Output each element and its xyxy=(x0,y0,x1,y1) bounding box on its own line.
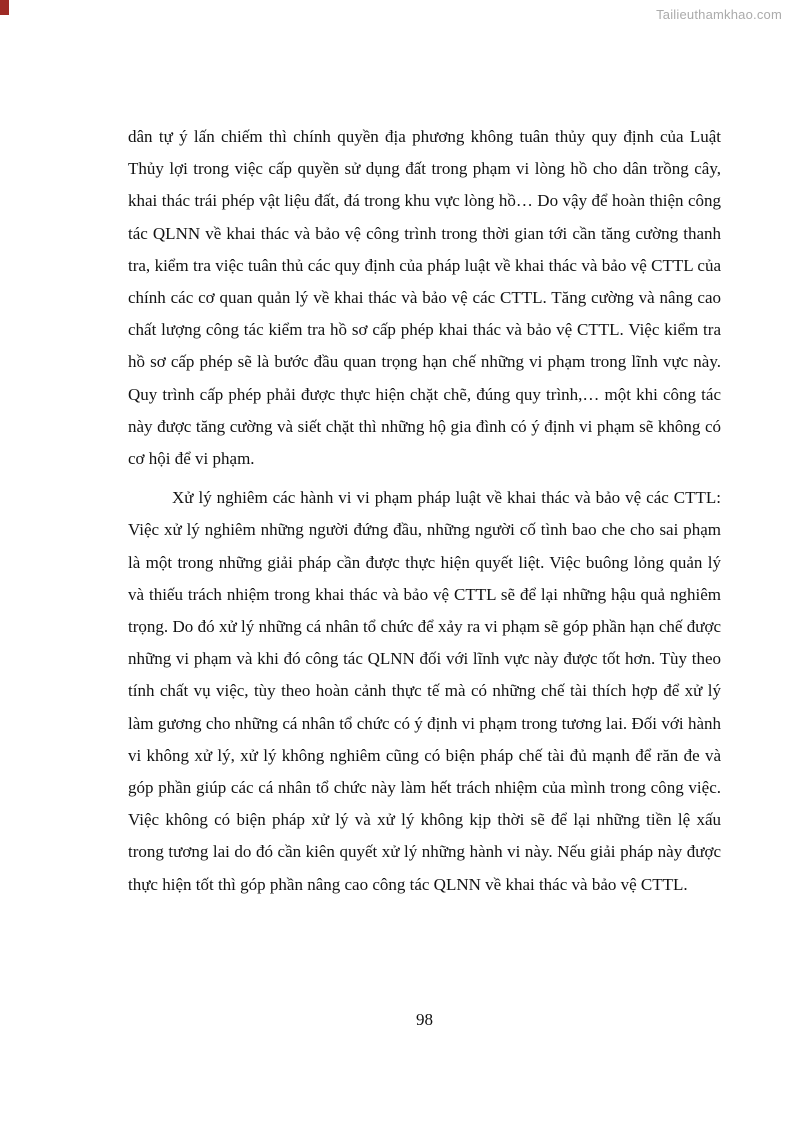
paragraph-body-continuation: dân tự ý lấn chiếm thì chính quyền địa phương không tuân thủy quy định của Luật Thủy lợi trong việc cấp quyền sử dụng đất trong phạm vi lòng hồ cho dân trồng cây, khai thác trái phép vật liệu đất, đá trong khu vực lòng hồ… Do vậy để hoàn thiện công tác QLNN về khai thác và bảo vệ công trình trong thời gian tới cần tăng cường thanh tra, kiểm tra việc tuân thủ các quy định của pháp luật về khai thác và bảo vệ CTTL của chính các cơ quan quản lý về khai thác và bảo vệ các CTTL. Tăng cường và nâng cao chất lượng công tác kiểm tra hồ sơ cấp phép khai thác và bảo vệ CTTL. Việc kiểm tra hồ sơ cấp phép sẽ là bước đầu quan trọng hạn chế những vi phạm trong lĩnh vực này. Quy trình cấp phép phải được thực hiện chặt chẽ, đúng quy trình,… một khi công tác này được tăng cường và siết chặt thì những hộ gia đình có ý định vi phạm sẽ không có cơ hội để vi phạm. xyxy=(128,127,721,469)
watermark-text: Tailieuthamkhao.com xyxy=(656,7,782,22)
text-block xyxy=(128,121,721,901)
paragraph-body: Xử lý nghiêm các hành vi vi phạm pháp luật về khai thác và bảo vệ các CTTL: Việc xử lý nghiêm những người đứng đầu, những người cố tình bao che cho sai phạm là một trong những giải pháp cần được thực hiện quyết liệt. Việc buông lỏng quản lý và thiếu trách nhiệm trong khai thác và bảo vệ CTTL sẽ để lại những hậu quả nghiêm trọng. Do đó xử lý những cá nhân tổ chức để xảy ra vi phạm sẽ góp phần hạn chế được những vi phạm và khi đó công tác QLNN đối với lĩnh vực này được tốt hơn. Tùy theo tính chất vụ việc, tùy theo hoàn cảnh thực tế mà có những chế tài thích hợp để xử lý làm gương cho những cá nhân tổ chức có ý định vi phạm trong tương lai. Đối với hành vi không xử lý, xử lý không nghiêm cũng có biện pháp chế tài đủ mạnh để răn đe và góp phần giúp các cá nhân tổ chức này làm hết trách nhiệm của mình trong công việc. Việc không có biện pháp xử lý và xử lý không kịp thời sẽ để lại những tiền lệ xấu trong tương lai do đó cần kiên quyết xử lý những hành vi này. Nếu giải pháp này được thực hiện tốt thì góp phần nâng cao công tác QLNN về khai thác và bảo vệ CTTL. xyxy=(128,488,721,894)
corner-mark xyxy=(0,0,9,15)
page-number: 98 xyxy=(416,1010,433,1029)
